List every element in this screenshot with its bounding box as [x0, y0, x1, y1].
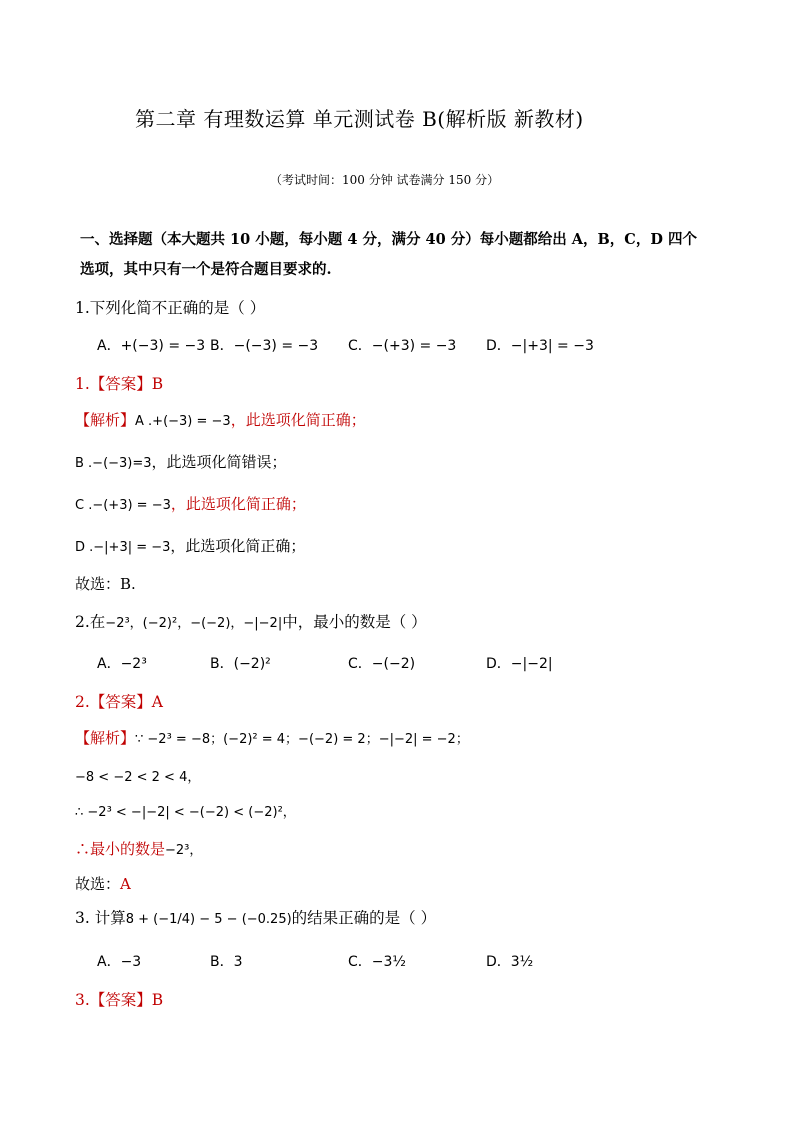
q3-stem-suffix: 的结果正确的是（ ） [291, 909, 437, 927]
explanation-math: −2³， [165, 843, 203, 858]
q2-stem-math: −2³，(−2)²，−(−2)，−|−2| [105, 616, 283, 631]
explanation-label: 【解析】 [75, 411, 136, 429]
q2-stem-prefix: 2.在 [75, 613, 106, 631]
explanation-text: ∴最小的数是 [75, 840, 166, 858]
q1-explanation-1 [75, 409, 366, 430]
explanation-text: ，此选项化简正确； [230, 411, 366, 429]
q1-conclusion: 故选：B. [75, 575, 136, 593]
exam-info: （考试时间：100 分钟 试卷满分 150 分） [270, 173, 500, 187]
q2-stem [75, 610, 427, 632]
explanation-text: ，此选项化简正确； [170, 495, 306, 513]
q3-stem-prefix: 3. 计算 [75, 909, 126, 927]
explanation-math: C .−(+3) = −3 [75, 498, 171, 513]
conclusion-label: 故选： [75, 875, 121, 893]
q2-explanation-3 [75, 801, 296, 820]
q2-explanation-1 [75, 727, 469, 748]
q1-explanation-3 [75, 493, 306, 514]
q3-stem-math: 8 + (−1/4) − 5 − (−0.25) [125, 912, 292, 927]
explanation-math: ∵ −2³ = −8；(−2)² = 4；−(−2) = 2；−|−2| = −2； [135, 732, 469, 747]
q2-explanation-2 [75, 766, 200, 785]
q1-answer: 1.【答案】B [75, 375, 164, 393]
explanation-text: ，此选项化简正确； [170, 537, 306, 555]
q2-stem-suffix: 中，最小的数是（ ） [282, 613, 427, 631]
q3-option-c: C．−3½ [348, 954, 406, 970]
q2-option-d: D．−|−2| [486, 656, 553, 672]
q1-option-d: D．−|+3| = −3 [486, 338, 594, 354]
q3-option-a: A．−3 [97, 954, 142, 970]
explanation-math: B .−(−3)=3 [75, 456, 152, 471]
explanation-text: ，此选项化简错误； [151, 453, 287, 471]
section-heading-line2: 选项，其中只有一个是符合题目要求的. [80, 261, 332, 278]
explanation-math: −8 < −2 < 2 < 4， [75, 770, 201, 785]
q3-option-d: D．3½ [486, 954, 534, 970]
q3-option-b: B．3 [210, 954, 243, 970]
q1-option-b: B．−(−3) = −3 [210, 338, 319, 354]
q2-conclusion [75, 873, 131, 894]
q1-stem: 1.下列化简不正确的是（ ） [75, 299, 266, 317]
q2-option-b: B．(−2)² [210, 656, 271, 672]
q2-option-c: C．−(−2) [348, 656, 416, 672]
q3-answer: 3.【答案】B [75, 991, 164, 1009]
explanation-label: 【解析】 [75, 729, 136, 747]
q1-option-a: A．+(−3) = −3 [97, 338, 206, 354]
conclusion-value: A [120, 875, 131, 893]
q3-stem [75, 906, 436, 928]
explanation-math: A .+(−3) = −3 [135, 414, 231, 429]
section-heading-line1: 一、选择题（本大题共 10 小题，每小题 4 分，满分 40 分）每小题都给出 A，B，C，D 四个 [80, 231, 697, 248]
q2-option-a: A．−2³ [97, 656, 147, 672]
q1-option-c: C．−(+3) = −3 [348, 338, 457, 354]
q2-explanation-4 [75, 838, 202, 859]
explanation-math: D .−|+3| = −3 [75, 540, 171, 555]
q1-explanation-4 [75, 535, 305, 556]
q1-explanation-2 [75, 451, 287, 472]
q2-answer: 2.【答案】A [75, 693, 163, 711]
page-title: 第二章 有理数运算 单元测试卷 B(解析版 新教材) [135, 107, 584, 131]
explanation-math: ∴ −2³ < −|−2| < −(−2) < (−2)²， [75, 805, 296, 820]
